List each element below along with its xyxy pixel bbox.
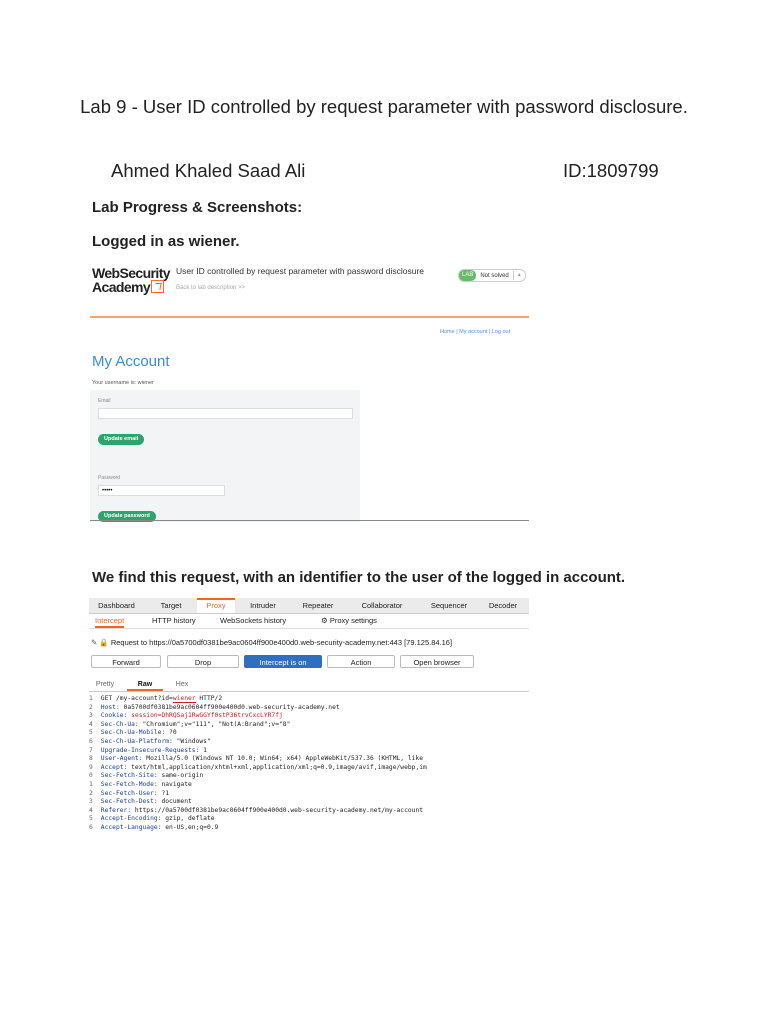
request-line <box>89 815 529 824</box>
action-button[interactable]: Action <box>327 655 395 668</box>
line-number: 1 <box>89 695 93 702</box>
drop-button[interactable]: Drop <box>167 655 239 668</box>
header-name: Sec-Fetch-User: <box>100 789 158 797</box>
tab-proxy[interactable]: Proxy <box>197 598 235 613</box>
line-number: 1 <box>89 780 93 788</box>
line-number: 3 <box>89 712 93 720</box>
line-number: 4 <box>89 720 93 728</box>
message-view-tabs <box>89 678 529 692</box>
line-number: 7 <box>89 746 93 754</box>
logo-arrow-icon <box>151 280 164 293</box>
bottom-divider <box>90 520 529 521</box>
header-value: "Windows" <box>172 737 211 745</box>
header-name: Accept-Language: <box>100 823 162 831</box>
email-label: Email <box>98 398 111 404</box>
request-line <box>89 764 529 773</box>
update-password-button[interactable]: Update password <box>98 511 156 522</box>
tab-collaborator[interactable]: Collaborator <box>361 601 403 610</box>
email-field[interactable] <box>98 408 353 419</box>
header-value: en-US,en;q=0.9 <box>161 823 219 831</box>
line-number: 4 <box>89 806 93 814</box>
line-number: 5 <box>89 729 93 737</box>
top-nav-links[interactable]: Home | My account | Log out <box>440 329 511 335</box>
tab-dashboard[interactable]: Dashboard <box>98 601 135 610</box>
request-url: Request to https://0a5700df0381be9ac0604ff900e400d0.web-security-academy.net:443 [79.125.84.16] <box>110 638 453 647</box>
header-name: Accept-Encoding: <box>100 815 162 823</box>
back-to-lab-link[interactable]: Back to lab description >> <box>176 285 246 291</box>
header-value: 0a5700df0381be9ac0604ff900e400d0.web-security-academy.net <box>119 703 340 711</box>
lab-status-text: Not solved <box>480 272 509 279</box>
document-title: Lab 9 - User ID controlled by request parameter with password disclosure. <box>80 96 688 117</box>
header-value: ?1 <box>157 789 170 797</box>
header-name: Sec-Fetch-Dest: <box>100 798 158 806</box>
header-name: Sec-Ch-Ua-Mobile: <box>100 729 166 737</box>
logo-line-1: WebSecurity <box>92 265 170 281</box>
tab-hex[interactable]: Hex <box>175 681 189 688</box>
tab-decoder[interactable]: Decoder <box>488 601 518 610</box>
request-editor[interactable] <box>89 695 529 833</box>
header-value: ?0 <box>165 729 177 737</box>
request-line <box>89 704 529 713</box>
page-heading: My Account <box>92 353 170 370</box>
header-value: session=DhRQSaj1RwGGYf0stP36trvCxcLYR7fj <box>127 712 283 720</box>
header-name: Referer: <box>100 806 132 814</box>
request-line <box>89 712 529 721</box>
lab-label: LAB <box>459 270 476 281</box>
section-logged-in: Logged in as wiener. <box>92 233 240 250</box>
web-security-academy-logo[interactable] <box>92 266 170 294</box>
lock-icon: 🔒 <box>99 638 109 647</box>
password-label: Password <box>98 475 120 481</box>
header-name: Upgrade-Insecure-Requests: <box>100 746 200 754</box>
gear-icon: ⚙ <box>321 616 328 625</box>
header-value: "Chromium";v="111", "Not(A:Brand";v="8" <box>138 720 291 728</box>
request-line <box>89 721 529 730</box>
tab-intruder[interactable]: Intruder <box>250 601 276 610</box>
request-line <box>89 772 529 781</box>
header-name: GET /my-account?id= <box>100 695 173 702</box>
request-line <box>89 790 529 799</box>
flask-icon: ▲ <box>513 271 525 280</box>
header-name: Sec-Ch-Ua-Platform: <box>100 737 173 745</box>
line-number: 6 <box>89 737 93 745</box>
tab-target[interactable]: Target <box>160 601 182 610</box>
logo-line-2: Academy <box>92 279 151 295</box>
tab-websockets-history[interactable]: WebSockets history <box>220 616 287 625</box>
author-name: Ahmed Khaled Saad Ali <box>111 160 306 181</box>
lab-status-badge <box>458 269 526 282</box>
header-value: navigate <box>157 780 192 788</box>
line-number: 8 <box>89 755 93 763</box>
line-number: 9 <box>89 763 93 771</box>
request-line <box>89 738 529 747</box>
header-value: gzip, deflate <box>161 815 215 823</box>
line-number: 3 <box>89 798 93 806</box>
password-field[interactable]: ••••• <box>98 485 225 496</box>
intercept-toolbar <box>89 653 529 671</box>
section-request: We find this request, with an identifier to the user of the logged in account. <box>92 569 626 586</box>
request-line <box>89 781 529 790</box>
http-version: HTTP/2 <box>195 695 223 702</box>
request-line <box>89 755 529 764</box>
line-number: 2 <box>89 703 93 711</box>
tab-pretty[interactable]: Pretty <box>95 681 115 688</box>
header-name: Cookie: <box>100 712 128 720</box>
proxy-settings[interactable] <box>321 614 377 628</box>
account-form-panel <box>90 390 360 522</box>
request-line <box>89 695 529 704</box>
line-number: 2 <box>89 789 93 797</box>
header-value: https://0a5700df0381be9ac0604ff900e400d0.web-security-academy.net/my-account <box>131 806 424 814</box>
pencil-icon[interactable]: ✎ <box>91 638 98 647</box>
forward-button[interactable]: Forward <box>91 655 161 668</box>
academy-screenshot <box>90 258 529 522</box>
burp-screenshot <box>89 598 529 868</box>
burp-main-tabs <box>89 598 529 614</box>
tab-raw[interactable]: Raw <box>127 678 163 691</box>
header-name: Sec-Fetch-Mode: <box>100 780 158 788</box>
header-value: document <box>157 798 192 806</box>
user-id-parameter: wiener <box>172 695 196 702</box>
proxy-settings-label: Proxy settings <box>329 616 377 625</box>
open-browser-button[interactable]: Open browser <box>400 655 474 668</box>
tab-http-history[interactable]: HTTP history <box>152 616 196 625</box>
header-name: Accept: <box>100 763 128 771</box>
header-value: text/html,application/xhtml+xml,application/xml;q=0.9,image/avif,image/webp,im <box>127 763 427 771</box>
header-divider <box>90 316 529 318</box>
request-line <box>89 824 529 833</box>
header-name: Sec-Ch-Ua: <box>100 720 139 728</box>
update-email-button[interactable]: Update email <box>98 434 144 445</box>
lab-title: User ID controlled by request parameter with password disclosure <box>176 266 425 276</box>
request-line <box>89 747 529 756</box>
intercept-toggle-button[interactable]: Intercept is on <box>244 655 322 668</box>
tab-intercept[interactable]: Intercept <box>95 614 124 628</box>
header-value: Mozilla/5.0 (Windows NT 10.0; Win64; x64) AppleWebKit/537.36 (KHTML, like <box>142 755 424 763</box>
line-number: 0 <box>89 772 93 780</box>
header-value: same-origin <box>157 772 204 780</box>
header-name: Sec-Fetch-Site: <box>100 772 158 780</box>
request-line <box>89 798 529 807</box>
request-line <box>89 807 529 816</box>
tab-sequencer[interactable]: Sequencer <box>430 601 468 610</box>
tab-repeater[interactable]: Repeater <box>302 601 334 610</box>
header-name: User-Agent: <box>100 755 143 763</box>
request-target <box>89 636 529 650</box>
username-text: Your username is: wiener <box>92 380 154 386</box>
student-id: ID:1809799 <box>563 160 659 181</box>
line-number: 5 <box>89 815 93 823</box>
request-line <box>89 729 529 738</box>
section-lab-progress: Lab Progress & Screenshots: <box>92 199 303 216</box>
line-number: 6 <box>89 823 93 831</box>
header-name: Host: <box>100 703 120 711</box>
proxy-sub-tabs <box>89 614 529 629</box>
header-value: 1 <box>199 746 207 754</box>
